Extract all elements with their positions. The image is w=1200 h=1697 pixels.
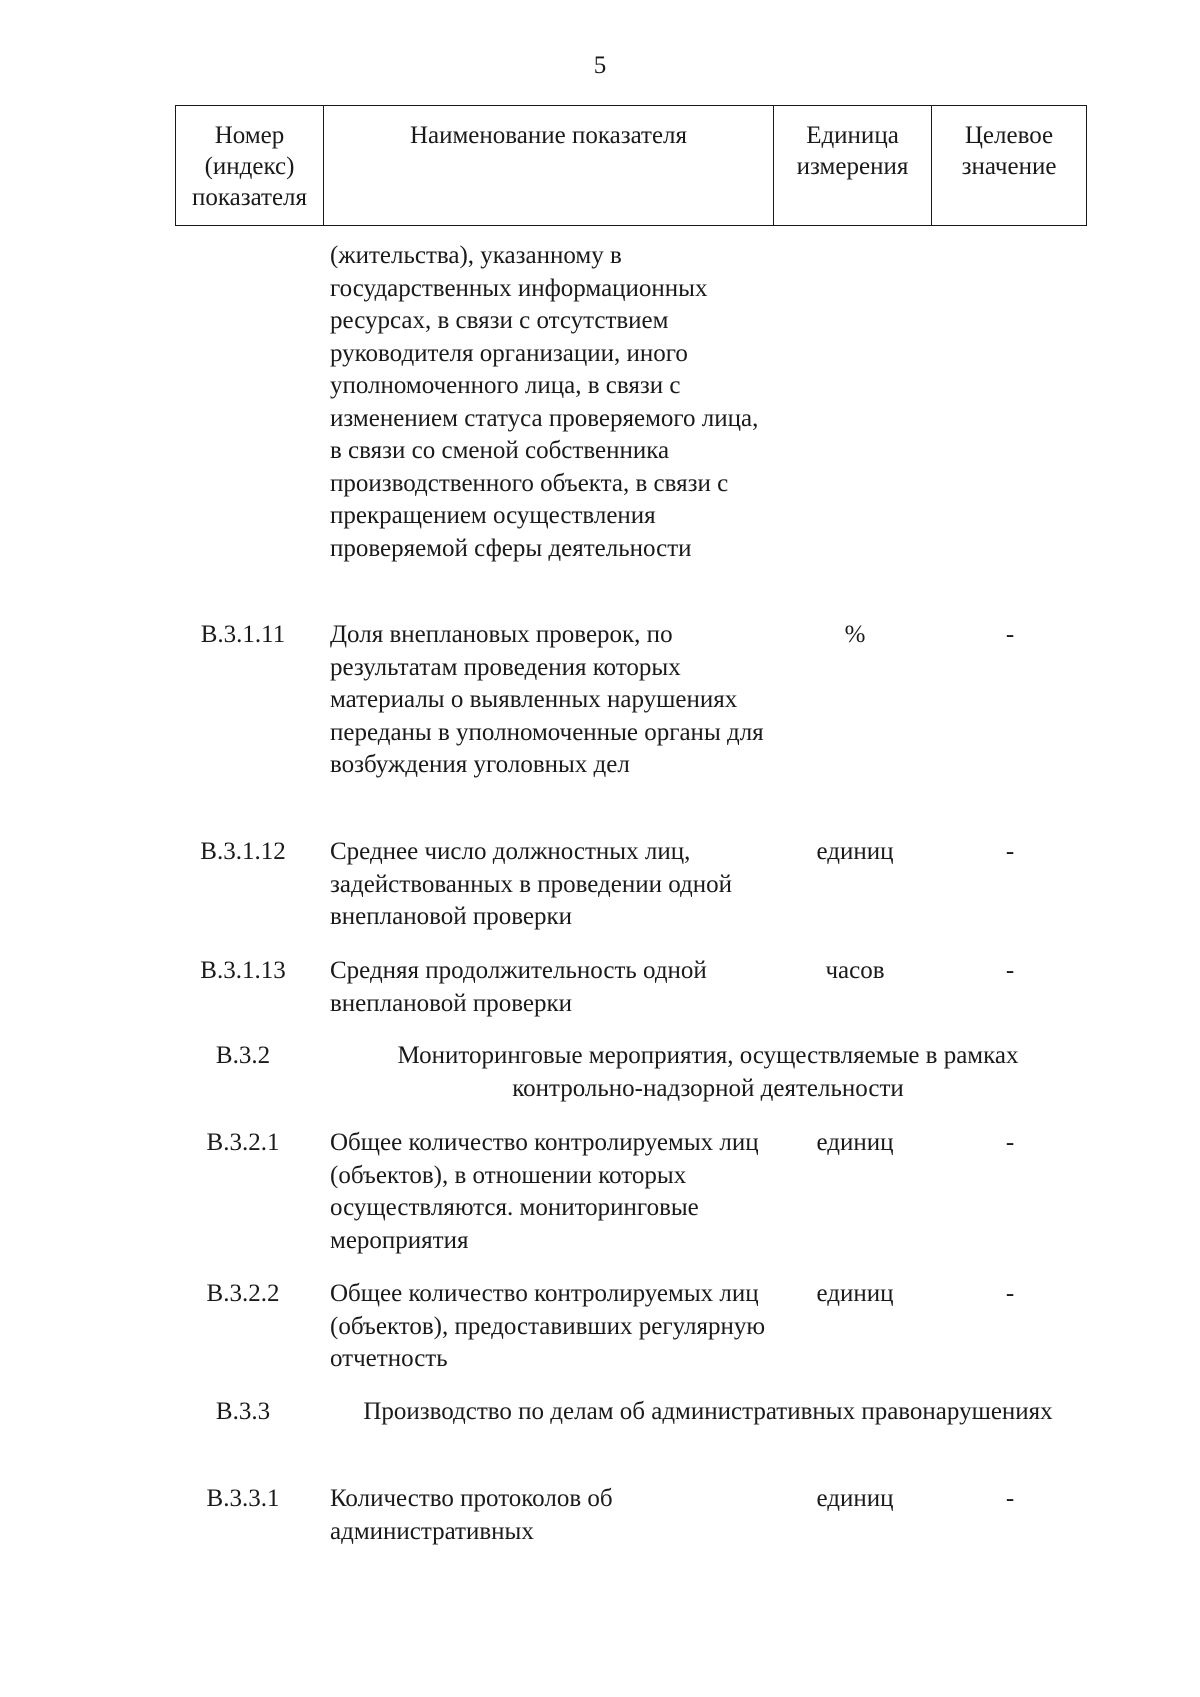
row-number: В.3.2.1 bbox=[206, 1129, 280, 1156]
row-unit: единиц bbox=[816, 1280, 894, 1307]
row-target: - bbox=[1005, 838, 1015, 865]
row-number: В.3.1.11 bbox=[200, 621, 286, 648]
row-name: Средняя продолжительность одной внеплановой проверки bbox=[330, 957, 707, 1017]
row-target: - bbox=[1005, 1485, 1015, 1512]
table-header bbox=[175, 105, 1087, 226]
section-title: Мониторинговые мероприятия, осуществляемые в рамках контрольно-надзорной деятельности bbox=[397, 1042, 1019, 1102]
header-number: Номер (индекс) показателя bbox=[176, 106, 324, 225]
row-name: Общее количество контролируемых лиц (объектов), предоставивших регулярную отчетность bbox=[330, 1280, 766, 1372]
row-target: - bbox=[1005, 1129, 1015, 1156]
row-number: В.3.3.1 bbox=[206, 1485, 280, 1512]
row-number: В.3.1.12 bbox=[200, 838, 286, 865]
row-target: - bbox=[1005, 1280, 1015, 1307]
section-number: В.3.3 bbox=[215, 1398, 271, 1425]
header-unit: Единица измерения bbox=[774, 106, 932, 225]
continuation-text: (жительства), указанному в государственных информационных ресурсах, в связи с отсутствием руководителя организации, иного уполномоченного лица, в связи с изменением статуса проверяемого лица, в связи со сменой собственника производственного объекта, в связи с прекращением осуществления проверяемой сферы деятельности bbox=[330, 242, 759, 562]
row-number: В.3.2.2 bbox=[206, 1280, 280, 1307]
row-unit: % bbox=[844, 621, 866, 648]
row-name: Количество протоколов об административных bbox=[330, 1485, 613, 1545]
row-unit: единиц bbox=[816, 838, 894, 865]
row-target: - bbox=[1005, 621, 1015, 648]
row-name: Среднее число должностных лиц, задействованных в проведении одной внеплановой проверки bbox=[330, 838, 733, 930]
page-number: 5 bbox=[593, 52, 607, 79]
section-number: В.3.2 bbox=[215, 1042, 271, 1069]
section-title: Производство по делам об административных правонарушениях bbox=[363, 1398, 1053, 1425]
row-name: Общее количество контролируемых лиц (объектов), в отношении которых осуществляются. мониторинговые мероприятия bbox=[330, 1129, 759, 1254]
row-target: - bbox=[1005, 957, 1015, 984]
header-target: Целевое значение bbox=[961, 122, 1057, 180]
row-unit: часов bbox=[825, 957, 885, 984]
row-name: Доля внеплановых проверок, по результатам проведения которых материалы о выявленных нарушениях переданы в уполномоченные органы для возбуждения уголовных дел bbox=[330, 621, 764, 778]
header-name: Наименование показателя bbox=[324, 106, 774, 225]
row-unit: единиц bbox=[816, 1485, 894, 1512]
row-number: В.3.1.13 bbox=[200, 957, 286, 984]
row-unit: единиц bbox=[816, 1129, 894, 1156]
